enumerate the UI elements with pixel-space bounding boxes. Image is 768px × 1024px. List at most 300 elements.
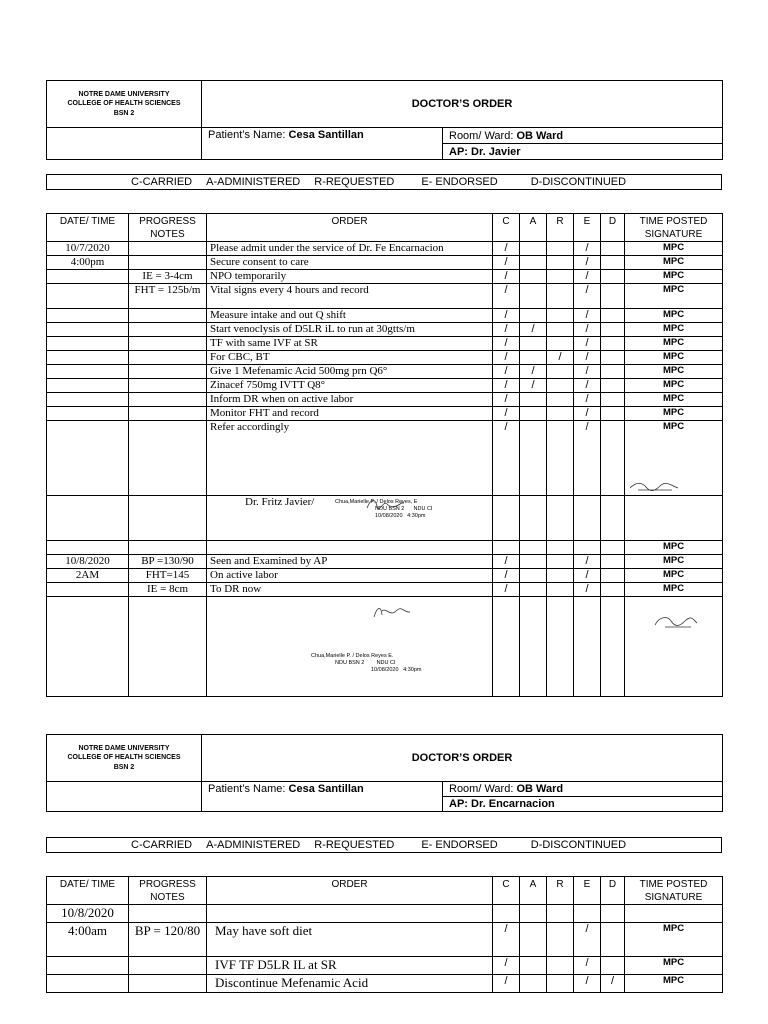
row-mark-r (547, 270, 574, 284)
row-mark-d (601, 351, 625, 365)
row-mark-a (520, 569, 547, 583)
row-mark-r: / (547, 351, 574, 365)
row-progress-notes (129, 421, 207, 496)
row-order: TF with same IVF at SR (207, 337, 493, 351)
col-progress: PROGRESS NOTES (129, 877, 207, 905)
row-time-posted: MPC (625, 337, 723, 351)
row-mark-r (547, 421, 574, 496)
col-e: E (574, 877, 601, 905)
row-mark-c: / (493, 923, 520, 957)
form2-header (46, 734, 723, 812)
ap-field (443, 797, 723, 812)
blank-cell (520, 597, 547, 697)
row-mark-a: / (520, 379, 547, 393)
row-order: Inform DR when on active labor (207, 393, 493, 407)
row-date (47, 351, 129, 365)
table1-body (47, 242, 723, 496)
row-mark-e: / (574, 242, 601, 256)
row-mark-d (601, 407, 625, 421)
table-row (47, 583, 723, 597)
legend-endorsed: E- ENDORSED (421, 839, 498, 851)
row-order: Discontinue Mefenamic Acid (207, 975, 493, 993)
row-date (47, 323, 129, 337)
row-mark-d (601, 583, 625, 597)
row-progress-notes (129, 975, 207, 993)
room-label: Room/ Ward: (449, 783, 514, 795)
row-mark-a (520, 351, 547, 365)
row-mark-e: / (574, 365, 601, 379)
form-title: DOCTOR’S ORDER (202, 81, 723, 128)
row-time-posted: MPC (625, 975, 723, 993)
blank-cell (547, 541, 574, 555)
row-mark-r (547, 284, 574, 309)
row-mark-e: / (574, 323, 601, 337)
row-order: Measure intake and out Q shift (207, 309, 493, 323)
table-row (47, 555, 723, 569)
row-date (47, 284, 129, 309)
blank-cell (493, 496, 520, 541)
nurse-names: Chua,Marielle P. / Delos Reyes E. (311, 653, 394, 659)
blank-cell (547, 496, 574, 541)
ap-field (443, 144, 723, 160)
row-mark-c: / (493, 256, 520, 270)
row-time-posted: MPC (625, 379, 723, 393)
row-progress-notes (129, 957, 207, 975)
nurse-affil (335, 660, 421, 667)
time-posted-signature: MPC (625, 541, 723, 555)
row-time-posted: MPC (625, 421, 723, 496)
row-progress-notes (129, 905, 207, 923)
orders-table-2 (46, 876, 723, 993)
row-progress-notes (129, 365, 207, 379)
row-mark-e: / (574, 957, 601, 975)
nurse-datetime (375, 513, 432, 520)
signature-scribble-icon (365, 496, 405, 512)
legend-discontinued: D-DISCONTINUED (530, 839, 627, 851)
room-label: Room/ Ward: (449, 129, 514, 142)
row-date (47, 421, 129, 496)
row-time-posted: MPC (625, 407, 723, 421)
row-mark-d (601, 284, 625, 309)
row-mark-d (601, 555, 625, 569)
institution-name: NOTRE DAME UNIVERSITY (78, 90, 170, 98)
row-mark-r (547, 337, 574, 351)
blank-cell (129, 496, 207, 541)
signature-scribble-icon (372, 603, 412, 621)
col-c: C (493, 214, 520, 242)
table-header-row (47, 877, 723, 905)
row-mark-c: / (493, 975, 520, 993)
blank-cell (520, 496, 547, 541)
patient-label: Patient’s Name: (208, 129, 286, 141)
table-row (47, 957, 723, 975)
row-mark-r (547, 256, 574, 270)
ap-label: AP: (449, 145, 468, 158)
row-mark-c: / (493, 379, 520, 393)
row-mark-d (601, 905, 625, 923)
row-mark-d (601, 379, 625, 393)
table-row (47, 242, 723, 256)
row-mark-r (547, 379, 574, 393)
nurse-date: 10/08/2020 (375, 513, 403, 519)
row-mark-d (601, 393, 625, 407)
row-time-posted (625, 905, 723, 923)
row-mark-a (520, 242, 547, 256)
row-mark-d (601, 323, 625, 337)
row-date (47, 407, 129, 421)
signature-scribble-icon (651, 611, 699, 633)
legend-administered: A-ADMINISTERED (206, 839, 301, 851)
nurse-time: 4:30pm (403, 667, 422, 673)
col-c: C (493, 877, 520, 905)
row-mark-r (547, 393, 574, 407)
table-row (47, 309, 723, 323)
row-mark-d (601, 569, 625, 583)
ap-label: AP: (449, 798, 468, 810)
row-mark-c: / (493, 337, 520, 351)
patient-label: Patient’s Name: (208, 783, 286, 795)
row-progress-notes: IE = 8cm (129, 583, 207, 597)
row-mark-e: / (574, 351, 601, 365)
col-a: A (520, 877, 547, 905)
row-mark-a: / (520, 365, 547, 379)
row-time-posted: MPC (625, 351, 723, 365)
room-field (443, 128, 723, 144)
legend-carried: C-CARRIED (131, 839, 193, 851)
legend-administered: A-ADMINISTERED (206, 176, 301, 188)
row-order: On active labor (207, 569, 493, 583)
row-mark-d (601, 923, 625, 957)
nurse-datetime (371, 667, 421, 674)
row-order: NPO temporarily (207, 270, 493, 284)
table-row (47, 407, 723, 421)
table-header-row (47, 214, 723, 242)
col-d: D (601, 214, 625, 242)
row-mark-a (520, 309, 547, 323)
col-date: DATE/ TIME (47, 214, 129, 242)
nurse-note-2 (311, 653, 421, 674)
row-mark-c: / (493, 270, 520, 284)
row-order: Vital signs every 4 hours and record (207, 284, 493, 309)
legend-carried: C-CARRIED (131, 176, 193, 188)
institution-block (47, 81, 202, 128)
nurse-names: Chua,Marielle P. / Delos Reyes, E (335, 499, 418, 505)
col-a: A (520, 214, 547, 242)
row-order: Please admit under the service of Dr. Fe Encarnacion (207, 242, 493, 256)
row-mark-e: / (574, 975, 601, 993)
doctor-sign-cell (207, 496, 493, 541)
room-value: OB Ward (516, 129, 564, 142)
row-order: Refer accordingly (207, 421, 493, 496)
row-order: Secure consent to care (207, 256, 493, 270)
table-row (47, 905, 723, 923)
row-mark-a (520, 555, 547, 569)
row-mark-r (547, 923, 574, 957)
row-mark-a (520, 923, 547, 957)
row-mark-r (547, 309, 574, 323)
table-row (47, 323, 723, 337)
row-mark-c: / (493, 365, 520, 379)
row-date: 10/7/2020 (47, 242, 129, 256)
table-row (47, 337, 723, 351)
row-progress-notes: BP = 120/80 (129, 923, 207, 957)
row-time-posted: MPC (625, 256, 723, 270)
row-time-posted: MPC (625, 393, 723, 407)
signature-row-2 (47, 597, 723, 697)
row-mark-d (601, 957, 625, 975)
row-time-posted: MPC (625, 923, 723, 957)
blank-cell (601, 597, 625, 697)
row-progress-notes: BP =130/90 (129, 555, 207, 569)
row-mark-d (601, 242, 625, 256)
row-mark-e: / (574, 569, 601, 583)
row-mark-e: / (574, 270, 601, 284)
row-mark-a (520, 975, 547, 993)
orders-table-1 (46, 213, 723, 697)
row-mark-r (547, 407, 574, 421)
table-row (47, 923, 723, 957)
row-progress-notes (129, 309, 207, 323)
row-mark-e: / (574, 379, 601, 393)
row-order (207, 905, 493, 923)
nurse-ci: NDU CI (376, 660, 396, 666)
col-e: E (574, 214, 601, 242)
col-order: ORDER (207, 214, 493, 242)
row-progress-notes (129, 351, 207, 365)
legend-bar-2 (46, 837, 722, 853)
row-time-posted: MPC (625, 323, 723, 337)
row-date: 4:00am (47, 923, 129, 957)
row-progress-notes (129, 256, 207, 270)
table2-body (47, 905, 723, 993)
row-mark-e: / (574, 337, 601, 351)
patient-name: Cesa Santillan (288, 129, 364, 141)
blank-cell (47, 597, 129, 697)
row-date (47, 379, 129, 393)
college-name: COLLEGE OF HEALTH SCIENCES (67, 754, 181, 762)
row-progress-notes (129, 407, 207, 421)
blank-cell (47, 128, 202, 160)
doctor-signature-text: Dr. Fritz Javier/ (245, 496, 315, 508)
blank-cell (574, 541, 601, 555)
row-mark-a (520, 583, 547, 597)
row-mark-c: / (493, 242, 520, 256)
blank-cell (207, 541, 493, 555)
table-row (47, 379, 723, 393)
col-order: ORDER (207, 877, 493, 905)
row-date: 10/8/2020 (47, 555, 129, 569)
room-field (443, 782, 723, 797)
col-time-posted: TIME POSTED SIGNATURE (625, 877, 723, 905)
row-mark-e: / (574, 583, 601, 597)
row-progress-notes (129, 393, 207, 407)
blank-cell (601, 541, 625, 555)
col-d: D (601, 877, 625, 905)
row-mark-c: / (493, 569, 520, 583)
year-level: BSN 2 (113, 109, 135, 117)
row-order: To DR now (207, 583, 493, 597)
signature-row (47, 496, 723, 541)
row-mark-e: / (574, 421, 601, 496)
table-row (47, 351, 723, 365)
blank-cell (493, 541, 520, 555)
row-mark-d (601, 270, 625, 284)
col-r: R (547, 877, 574, 905)
row-progress-notes (129, 337, 207, 351)
row-mark-a (520, 421, 547, 496)
row-mark-c: / (493, 583, 520, 597)
table-row (47, 541, 723, 555)
row-mark-e: / (574, 309, 601, 323)
blank-cell (129, 541, 207, 555)
row-order: Zinacef 750mg IVTT Q8° (207, 379, 493, 393)
table-row (47, 365, 723, 379)
row-mark-a (520, 337, 547, 351)
row-date (47, 393, 129, 407)
signature-scribble-icon (628, 478, 680, 496)
row-mark-d (601, 256, 625, 270)
row-time-posted: MPC (625, 365, 723, 379)
row-order: Start venoclysis of D5LR iL to run at 30gtts/m (207, 323, 493, 337)
table-row (47, 393, 723, 407)
row-date (47, 957, 129, 975)
row-progress-notes (129, 242, 207, 256)
row-mark-r (547, 905, 574, 923)
legend-bar (46, 174, 722, 190)
row-mark-d (601, 337, 625, 351)
row-progress-notes (129, 323, 207, 337)
table-row (47, 421, 723, 496)
row-order: For CBC, BT (207, 351, 493, 365)
nurse-time: 4:30pm (407, 513, 426, 519)
legend-discontinued: D-DISCONTINUED (530, 176, 627, 188)
institution-block (47, 735, 202, 782)
row-mark-c: / (493, 393, 520, 407)
row-mark-r (547, 583, 574, 597)
form-title: DOCTOR’S ORDER (202, 735, 723, 782)
row-mark-c: / (493, 309, 520, 323)
table-row (47, 569, 723, 583)
row-mark-d (601, 365, 625, 379)
legend-requested: R-REQUESTED (314, 839, 395, 851)
row-mark-a (520, 393, 547, 407)
row-mark-d (601, 421, 625, 496)
blank-cell (493, 597, 520, 697)
table-row (47, 284, 723, 309)
row-time-posted: MPC (625, 270, 723, 284)
blank-cell (574, 597, 601, 697)
patient-name-field (202, 782, 443, 812)
row-mark-e: / (574, 393, 601, 407)
blank-cell (47, 782, 202, 812)
row-order: Monitor FHT and record (207, 407, 493, 421)
row-mark-r (547, 957, 574, 975)
table-row (47, 256, 723, 270)
row-mark-a (520, 957, 547, 975)
patient-name-field (202, 128, 443, 160)
blank-cell (520, 541, 547, 555)
row-progress-notes: IE = 3-4cm (129, 270, 207, 284)
row-mark-r (547, 365, 574, 379)
row-mark-r (547, 975, 574, 993)
row-date: 2AM (47, 569, 129, 583)
row-time-posted: MPC (625, 957, 723, 975)
row-date (47, 583, 129, 597)
row-mark-e: / (574, 555, 601, 569)
table-row (47, 270, 723, 284)
row-mark-c: / (493, 351, 520, 365)
row-mark-d: / (601, 975, 625, 993)
row-mark-e: / (574, 923, 601, 957)
blank-cell (47, 496, 129, 541)
row-mark-c: / (493, 421, 520, 496)
nurse-sign-cell (207, 597, 493, 697)
row-date: 4:00pm (47, 256, 129, 270)
row-mark-e (574, 905, 601, 923)
nurse-date: 10/08/2020 (371, 667, 399, 673)
row-time-posted: MPC (625, 284, 723, 309)
row-date (47, 270, 129, 284)
legend-requested: R-REQUESTED (314, 176, 395, 188)
row-time-posted: MPC (625, 583, 723, 597)
blank-cell (625, 496, 723, 541)
blank-cell (47, 541, 129, 555)
row-progress-notes: FHT = 125b/m (129, 284, 207, 309)
college-name: COLLEGE OF HEALTH SCIENCES (67, 100, 181, 108)
ap-value: Dr. Encarnacion (471, 798, 555, 810)
row-mark-e: / (574, 407, 601, 421)
row-mark-a (520, 905, 547, 923)
row-mark-r (547, 323, 574, 337)
table-row (47, 975, 723, 993)
row-mark-d (601, 309, 625, 323)
row-order: May have soft diet (207, 923, 493, 957)
col-r: R (547, 214, 574, 242)
row-mark-a: / (520, 323, 547, 337)
row-mark-c: / (493, 555, 520, 569)
row-order: IVF TF D5LR IL at SR (207, 957, 493, 975)
row-date (47, 337, 129, 351)
patient-name: Cesa Santillan (288, 783, 364, 795)
nurse-ci: NDU CI (413, 506, 433, 512)
row-date (47, 975, 129, 993)
row-mark-c: / (493, 323, 520, 337)
row-date (47, 365, 129, 379)
row-order: Seen and Examined by AP (207, 555, 493, 569)
blank-cell (547, 597, 574, 697)
row-time-posted: MPC (625, 555, 723, 569)
nurse-class: NDU BSN 2 (335, 660, 365, 666)
blank-cell (129, 597, 207, 697)
col-progress: PROGRESS NOTES (129, 214, 207, 242)
row-progress-notes: FHT=145 (129, 569, 207, 583)
blank-cell (574, 496, 601, 541)
table1-body-2 (47, 555, 723, 597)
row-mark-r (547, 555, 574, 569)
row-mark-e: / (574, 284, 601, 309)
row-time-posted: MPC (625, 569, 723, 583)
row-date: 10/8/2020 (47, 905, 129, 923)
room-value: OB Ward (516, 783, 564, 795)
row-mark-e: / (574, 256, 601, 270)
row-mark-c: / (493, 407, 520, 421)
row-mark-r (547, 569, 574, 583)
row-mark-a (520, 407, 547, 421)
row-time-posted: MPC (625, 309, 723, 323)
sig-cell (625, 597, 723, 697)
row-mark-a (520, 270, 547, 284)
blank-cell (601, 496, 625, 541)
